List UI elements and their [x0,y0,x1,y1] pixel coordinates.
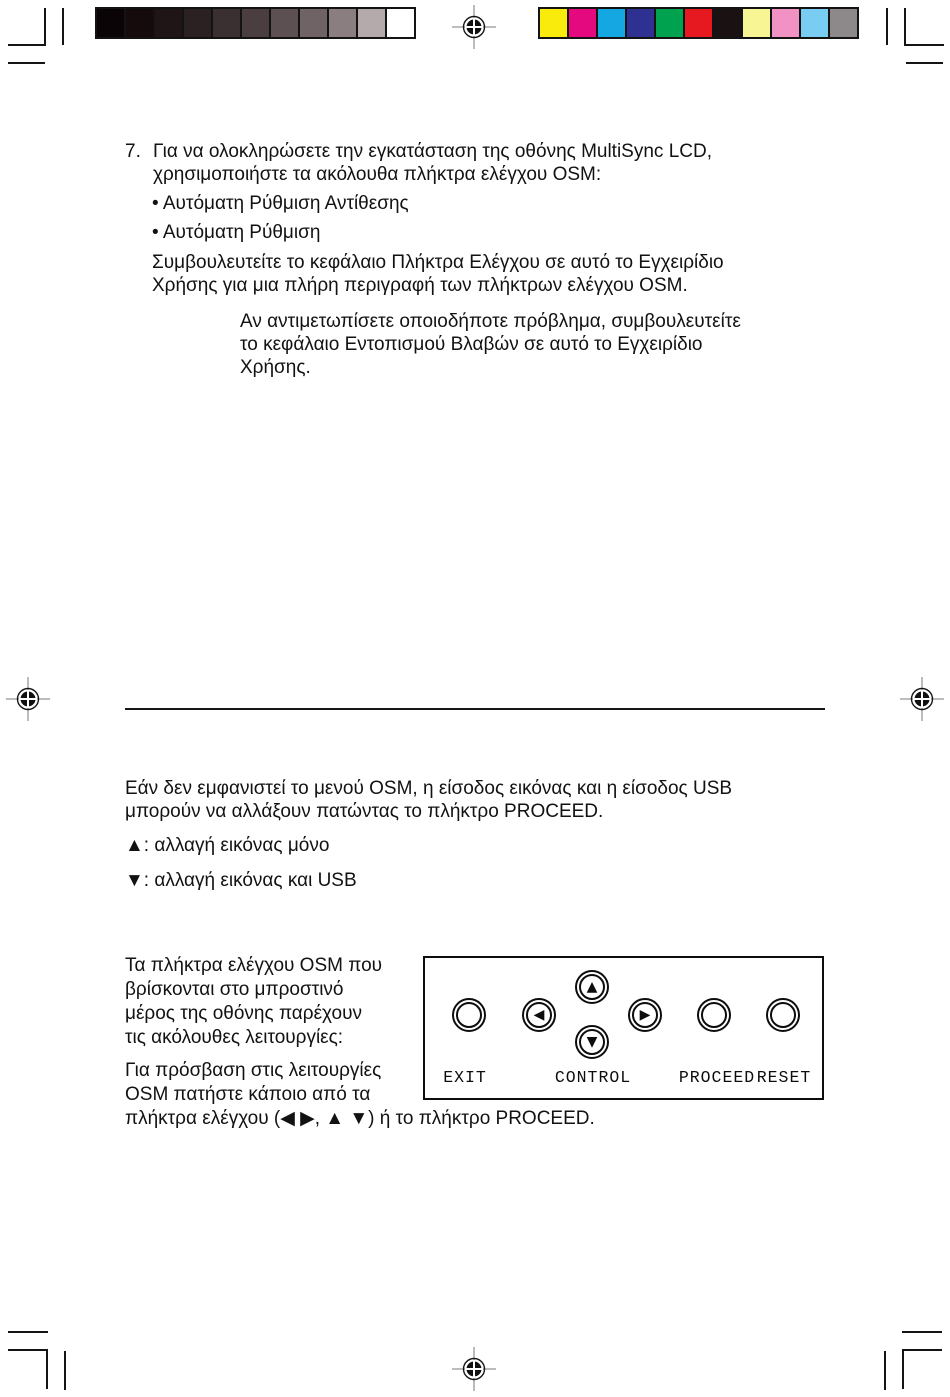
color-swatch [271,9,298,37]
paragraph-line: OSM πατήστε κάποιο από τα [125,1084,371,1105]
paragraph-line: Χρήσης για μια πλήρη περιγραφή των πλήκτρων ελέγχου OSM. [152,275,688,296]
proceed-button [697,998,731,1032]
down-arrow-icon: ▼ [586,1034,598,1050]
step-text-line: Για να ολοκληρώσετε την εγκατάσταση της οθόνης MultiSync LCD, [153,141,712,162]
registration-mark-icon [452,5,496,49]
crop-mark [906,62,943,64]
paragraph-line: μέρος της οθόνης παρέχουν [125,1003,362,1024]
reset-button [766,998,800,1032]
paragraph-line: Τα πλήκτρα ελέγχου OSM που [125,955,383,976]
color-swatch [598,9,625,37]
registration-mark-icon [900,677,944,721]
note-line: Χρήσης. [240,357,311,378]
color-swatch [772,9,799,37]
proceed-button-face [701,1002,727,1028]
crop-mark [8,44,46,46]
paragraph-line: πλήκτρα ελέγχου (◀ ▶, ▲ ▼) ή το πλήκτρο PROCEED. [125,1108,595,1129]
grayscale-calibration-bar [95,7,416,39]
color-swatch [685,9,712,37]
paragraph-line: Για πρόσβαση στις λειτουργίες [125,1060,382,1081]
paragraph-line: βρίσκονται στο μπροστινό [125,979,344,1000]
crop-mark [884,1351,886,1390]
color-swatch [97,9,124,37]
osm-controls-bullet-list [152,192,409,250]
troubleshooting-note-paragraph [240,310,741,379]
color-swatch [242,9,269,37]
note-line: Αν αντιμετωπίσετε οποιοδήποτε πρόβλημα, συμβουλευτείτε [240,311,741,332]
crop-mark [902,1349,904,1389]
up-arrow-icon: ▲ [586,979,598,995]
control-label: CONTROL [554,1068,632,1087]
color-swatch [126,9,153,37]
registration-mark-icon [6,677,50,721]
color-swatch [540,9,567,37]
crop-mark [8,1349,46,1351]
up-arrow-function-line: ▲: αλλαγή εικόνας μόνο [125,835,330,856]
color-swatch [329,9,356,37]
color-swatch [213,9,240,37]
crop-mark [64,1351,66,1390]
reset-button-face [770,1002,796,1028]
control-right-button [628,998,662,1032]
color-swatch [627,9,654,37]
osm-controls-diagram [423,956,824,1100]
color-swatch [155,9,182,37]
exit-button-face [456,1002,482,1028]
controls-description-paragraph [125,954,382,1050]
crop-mark [8,62,45,64]
color-calibration-bar [538,7,859,39]
color-swatch [801,9,828,37]
color-swatch [569,9,596,37]
crop-mark [904,8,906,46]
color-swatch [656,9,683,37]
color-swatch [184,9,211,37]
crop-mark [62,8,64,45]
registration-mark-icon [452,1347,496,1391]
crop-mark [886,8,888,45]
control-down-button [575,1025,609,1059]
color-swatch [358,9,385,37]
crop-mark [44,8,46,46]
exit-label: EXIT [443,1068,487,1087]
color-swatch [714,9,741,37]
paragraph-line: τις ακόλουθες λειτουργίες: [125,1027,344,1048]
crop-mark [8,1331,48,1333]
proceed-label: PROCEED [678,1068,756,1087]
bullet-item: • Αυτόματη Ρύθμιση [152,222,321,243]
step-text-line: χρησιμοποιήστε τα ακόλουθα πλήκτρα ελέγχου OSM: [153,164,602,185]
crop-mark [906,44,944,46]
controls-chapter-paragraph [152,251,724,297]
reset-label: RESET [756,1068,812,1087]
osm-menu-note-paragraph [125,777,732,823]
step-number: 7. [125,141,141,162]
paragraph-line: μπορούν να αλλάξουν πατώντας το πλήκτρο PROCEED. [125,801,604,822]
color-swatch [387,9,414,37]
left-arrow-icon: ◀ [533,1007,545,1023]
color-swatch [743,9,770,37]
section-divider [125,708,825,710]
color-swatch [830,9,857,37]
note-line: το κεφάλαιο Εντοπισμού Βλαβών σε αυτό το Εγχειρίδιο [240,334,703,355]
color-swatch [300,9,327,37]
bullet-item: • Αυτόματη Ρύθμιση Αντίθεσης [152,193,409,214]
control-left-button [522,998,556,1032]
crop-mark [904,1349,942,1351]
control-up-button [575,970,609,1004]
right-arrow-icon: ▶ [639,1007,651,1023]
step-7-item [125,140,712,186]
crop-mark [902,1331,942,1333]
exit-button [452,998,486,1032]
paragraph-line: Συμβουλευτείτε το κεφάλαιο Πλήκτρα Ελέγχου σε αυτό το Εγχειρίδιο [152,252,724,273]
down-arrow-function-line: ▼: αλλαγή εικόνας και USB [125,870,357,891]
paragraph-line: Εάν δεν εμφανιστεί το μενού OSM, η είσοδος εικόνας και η είσοδος USB [125,778,733,799]
crop-mark [46,1349,48,1389]
